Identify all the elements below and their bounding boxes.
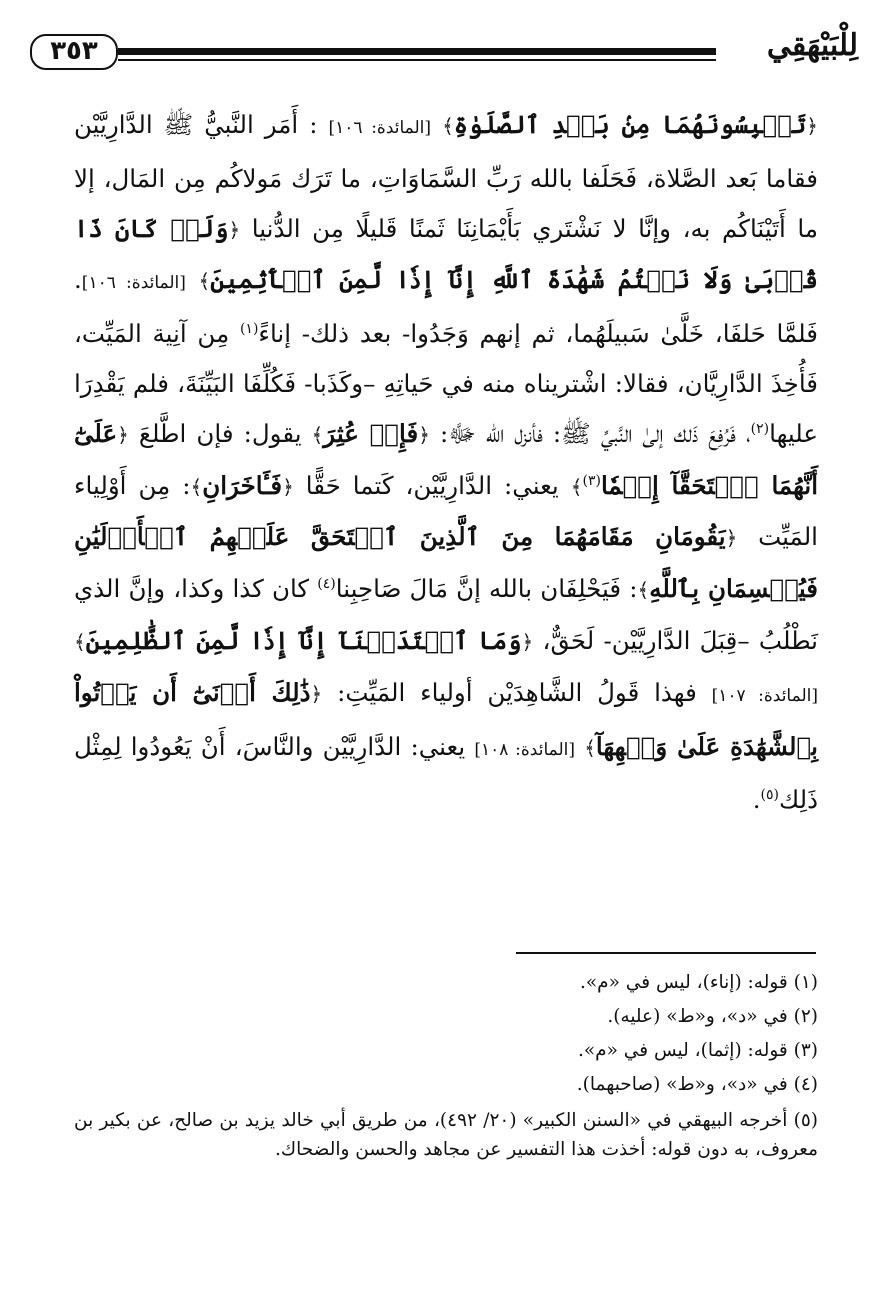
quran-verse: ذَٰلِكَ أَدۡنَىٰٓ أَن يَأۡتُواْ بِٱلشَّهَٰدَةِ عَلَىٰ وَجۡهِهَآ [74,677,818,761]
verse-bracket: ﴿ [725,526,738,551]
body-text-run: : فَيَحْلِفَان بالله إنَّ مَالَ صَاحِبِنا [335,574,638,604]
header-rule-thin [118,59,716,61]
body-text-run: . [752,785,761,815]
footnote-5: (٥) أخرجه البيهقي في «السنن الكبير» (٢٠/ ٤٩٢)، من طريق أبي خالد يزيد بن صالح، عن بكير بن معروف، به دون قوله: أخذت هذا التفسير عن مجاهد والحسن والضحاك. [74,1110,818,1160]
footnotes [74,966,818,1164]
footnote-2: (٢) في «د»، و«ط» (عليه). [607,1006,818,1027]
verse-bracket: ﴾ [74,629,86,654]
verse-bracket: ﴿ [282,474,294,499]
verse-bracket: ﴾ [570,474,583,499]
verse-bracket: ﴿ [228,217,241,242]
body-text-run: يعني: الدَّارِيَّيْن، كَتما حَقًّا [293,470,571,500]
verse-bracket: ﴿ [117,422,129,447]
quran-verse: تَحۡبِسُونَهُمَا مِنۢ بَعۡدِ ٱلصَّلَوٰةِ [453,110,807,139]
body-text-run: . فَلمَّا حَلفَا، خَلَّىٰ سَبيلَهُما، ثم إنهم وَجَدُوا- بعد ذلك- إناءً [74,265,818,349]
quran-verse: وَمَا ٱعۡتَدَيۡنَآ إِنَّآ إِذٗا لَّمِنَ ٱلظَّٰلِمِينَ [85,625,522,655]
footnote-1: (١) قوله: (إناء)، ليس في «م». [579,972,818,993]
verse-bracket: ﴾ [584,735,596,760]
verse-reference: [المائدة: ١٠٧] [711,685,818,706]
verse-reference: [المائدة: ١٠٦] [81,273,186,294]
footnote-marker: (٣) [582,472,601,489]
verse-bracket: ﴿ [310,681,323,706]
body-text-run: : مِن أَوْلِياء المَيِّت [74,470,818,552]
footnote-marker: (٥) [760,787,779,804]
quran-verse: فَإِنۡ عُثِرَ [323,418,419,448]
verse-bracket: ﴿ [806,114,818,138]
verse-bracket: ﴿ [418,422,430,447]
verse-reference: [المائدة: ١٠٨] [474,739,576,760]
verse-bracket: ﴾ [442,114,454,138]
page-header [30,28,866,78]
body-text-run: ، فَرُفِعَ ذَلك إلىٰ النَّبيِّ ﷺ: فأنزل الله ﷻ: [429,418,751,448]
footnote-separator [516,952,816,954]
verse-bracket: ﴿ [521,629,534,654]
body-text-run: : أَمَر النَّبيُّ ﷺ الدَّارِيَّيْن فقاما بَعد الصَّلاة، فَحَلَفا بالله رَبِّ السَّمَاوَاتِ، ما تَرَك مَولاكُم مِن المَال، إلا ما أَتَيْنَاكُم به، وإنَّا لا نَشْتَري بَأَيْمَانِنَا ثَمنًا قَليلًا مِن الدُّنيا [74,110,818,243]
body-text-run: كان كذا وكذا، وإنَّ الذي نَطْلُبُ –قِبَلَ الدَّارِيَّيْن- لَحَقٌّ، [74,574,818,655]
verse-bracket: ﴾ [637,578,650,603]
running-title: لِلْبَيْهَقِي [766,28,858,63]
body-text-run [575,732,584,761]
body-text-run [186,265,199,294]
header-rule-thick [118,48,716,55]
quran-verse: وَلَوۡ كَانَ ذَا قُرۡبَىٰ وَلَا نَكۡتُمُ شَهَٰدَةَ ٱللَّهِ إِنَّآ إِذٗا لَّمِنَ ٱلۡأٓثِمِينَ [74,213,818,295]
main-text [74,100,818,825]
quran-verse: يَقُومَانِ مَقَامَهُمَا مِنَ ٱلَّذِينَ ٱسۡتَحَقَّ عَلَيۡهِمُ ٱلۡأَوۡلَيَٰنِ فَيُقۡسِمَانِ بِٱللَّهِ [74,522,819,604]
footnote-marker: (٤) [317,576,336,593]
verse-bracket: ﴾ [198,269,211,294]
footnote-4: (٤) في «د»، و«ط» (صاحبهما). [576,1074,818,1095]
quran-verse: فَـَٔاخَرَانِ [202,470,283,500]
footnote-marker: (١) [239,321,259,338]
verse-reference: [المائدة: ١٠٦] [328,118,432,138]
body-text-run: مِن آنِية المَيِّت، فَأُخِذَ الدَّارِيَّان، فقالا: اشْتريناه منه في حَياتِهِ –وكَذَبا- فَكُلِّفَا البَيِّنَةَ، فلم يَقْدِرَا عليها [74,319,819,448]
verse-bracket: ﴾ [190,474,203,499]
quran-verse: عَلَىٰٓ أَنَّهُمَا ٱسۡتَحَقَّآ إِثۡمٗا [74,418,819,500]
body-text-run: يقول: فإن اطَّلعَ [128,418,312,448]
body-text-run: فهذا قَولُ الشَّاهِدَيْن أولياء المَيِّتِ: [322,677,712,707]
verse-bracket: ﴾ [311,422,324,447]
body-text-run: يعني: الدَّارِيَّيْن والنَّاسَ، أَنْ يَعُودُوا لِمِثْل ذَلِك [74,731,818,815]
body-text-run [431,110,442,139]
footnote-marker: (٢) [750,420,770,437]
footnote-3: (٣) قوله: (إثما)، ليس في «م». [577,1040,818,1061]
page-number: ٣٥٣ [30,34,118,70]
